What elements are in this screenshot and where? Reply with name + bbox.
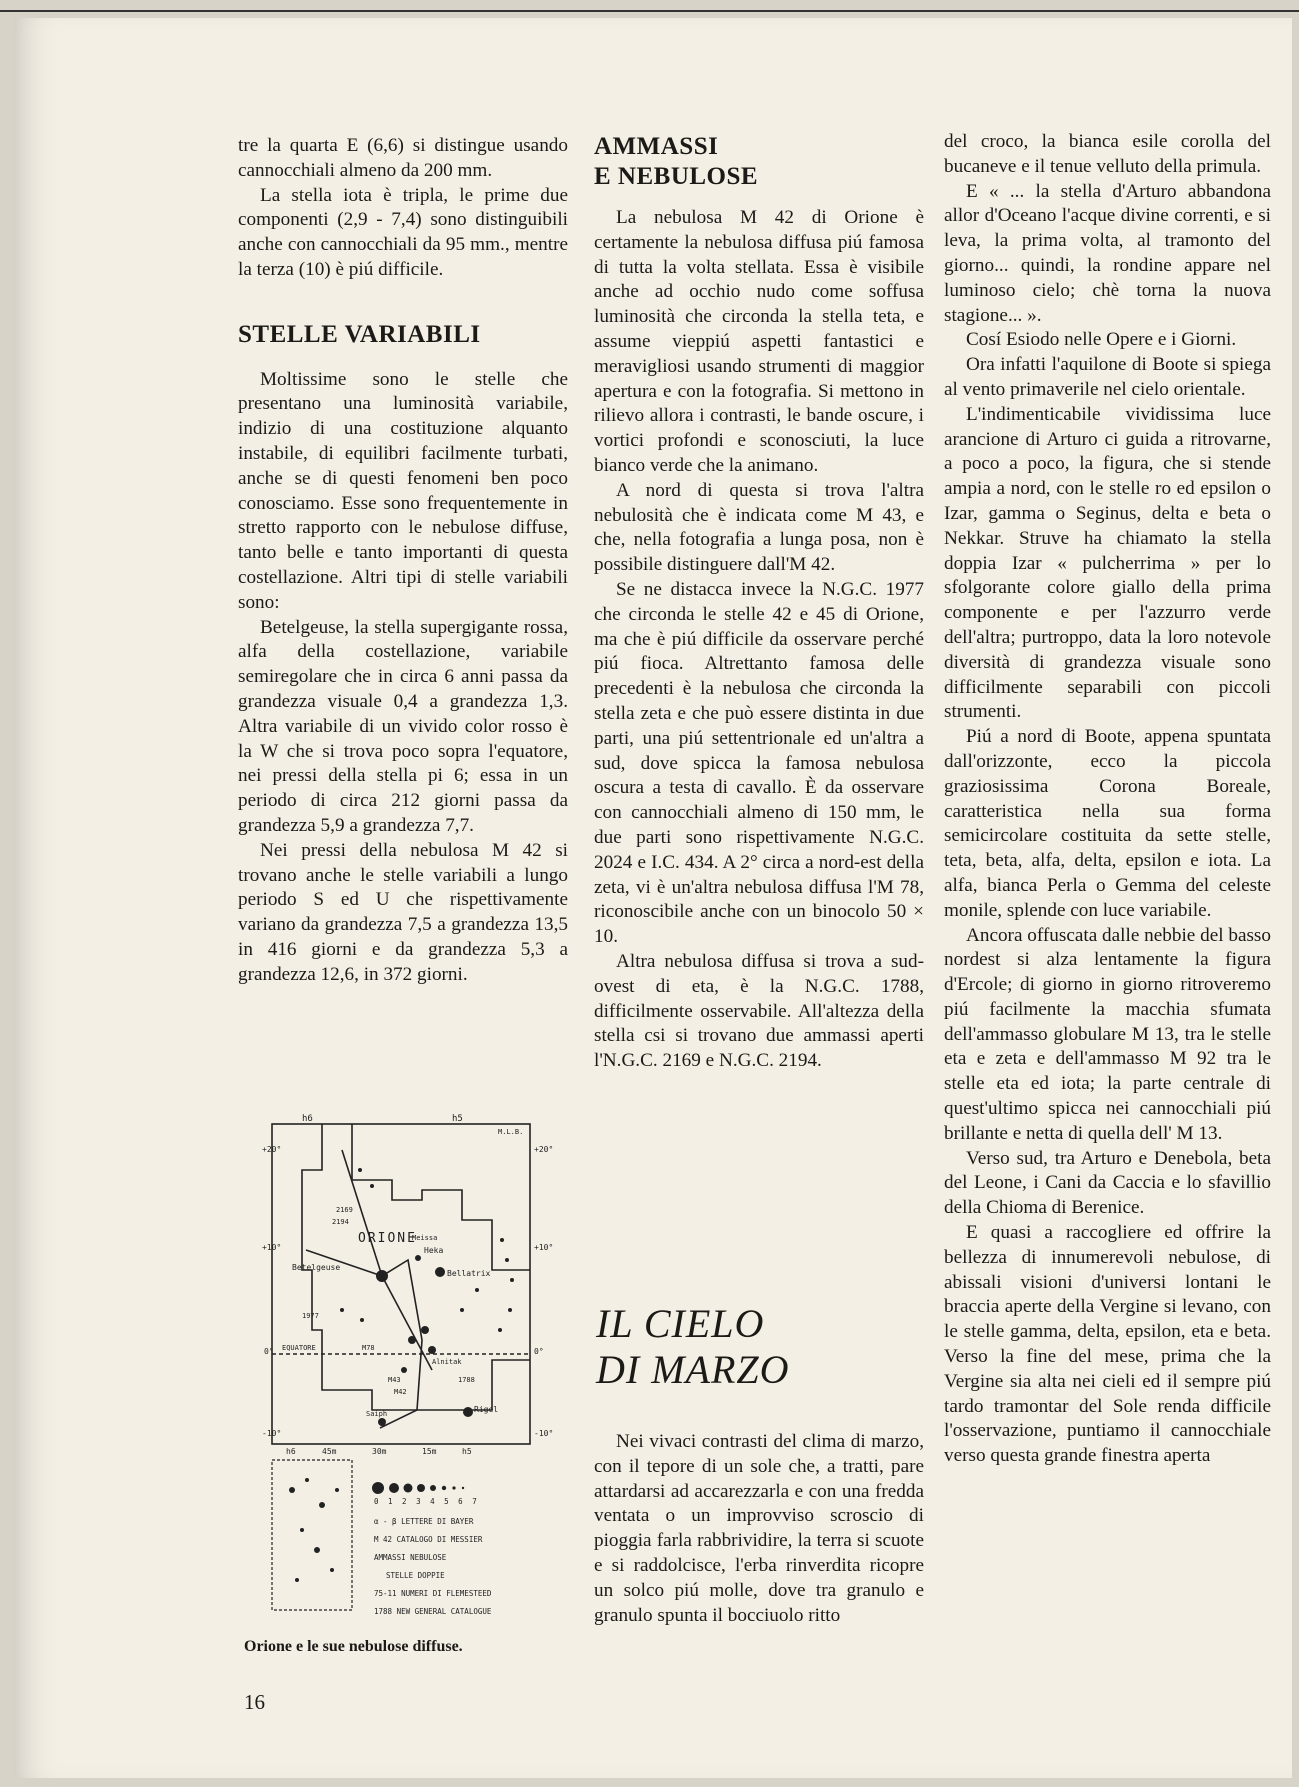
map-bottom-label-30m: 30m — [372, 1447, 387, 1456]
legend-flemesteed: 75-11 NUMERI DI FLEMESTEED — [374, 1589, 492, 1598]
map-bottom-label-h6: h6 — [286, 1447, 296, 1456]
map-number-m43: M43 — [388, 1376, 401, 1384]
section-heading-stelle-variabili: STELLE VARIABILI — [238, 320, 481, 348]
map-star-bellatrix: Bellatrix — [447, 1269, 491, 1278]
map-star-betelgeuse: Betelgeuse — [292, 1263, 341, 1272]
map-dec-left-20: +20° — [262, 1145, 282, 1154]
col3-paragraph-8: Verso sud, tra Arturo e Denebola, beta del Leone, i Cani da Caccia e lo sfavillio della Chioma di Berenice. — [944, 1147, 1271, 1219]
col2-paragraph-4: Altra nebulosa diffusa si trova a sud-ovest di eta, è la N.G.C. 1788, difficilmente osservabile. All'altezza della stella csi si trovano due ammassi aperti l'N.G.C. 2169 e N.G.C. 2194. — [594, 950, 924, 1072]
map-dec-left-minus10: -10° — [262, 1429, 282, 1438]
map-star-saiph: Saiph — [366, 1410, 388, 1418]
map-number-m78: M78 — [362, 1344, 375, 1352]
map-top-label-h5: h5 — [452, 1114, 463, 1124]
map-constellation-name: ORIONE — [358, 1231, 417, 1246]
map-top-label-h6: h6 — [302, 1114, 313, 1124]
map-dec-left-10: +10° — [262, 1243, 282, 1252]
map-equator-label: EQUATORE — [282, 1344, 316, 1352]
col2-paragraph-2: A nord di questa si trova l'altra nebulosità che è indicata come M 43, e che, nella fotografia a lunga posa, non è possibile distinguere dall'M 42. — [594, 479, 924, 576]
map-dec-right-minus10: -10° — [534, 1429, 554, 1438]
map-star-rigel: Rigel — [474, 1405, 499, 1414]
col1-paragraph-1: tre la quarta E (6,6) si distingue usando cannocchiali almeno da 200 mm. — [238, 135, 568, 181]
chapter-title-l1: IL CIELO — [596, 1301, 765, 1346]
map-top-label-mlb: M.L.B. — [498, 1128, 524, 1136]
legend-stelle-doppie: STELLE DOPPIE — [386, 1571, 445, 1580]
column-2-bottom — [594, 1430, 924, 1628]
col1-paragraph-4: Betelgeuse, la stella supergigante rossa, alfa della costellazione, variabile semiregolare che in circa 6 anni passa da grandezza visuale 0,4 a grandezza 1,3. Altra variabile di un vivido color rosso è la W che si trova poco sopra l'equatore, nei pressi della stella pi 6; essa in un periodo di circa 212 giorni passa da grandezza 5,9 a grandezza 7,7. — [238, 616, 568, 836]
map-number-1788: 1788 — [458, 1376, 475, 1384]
col2-paragraph-5: Nei vivaci contrasti del clima di marzo, con il tepore di un sole che, a tratti, pare attardarsi ad accarezzarla e con una fredda ventata o un improvviso scroscio di pioggia farla rabbrividire, la terra si scuote e si raddolcisce, l'erba rinverdita ricopre un solco piú molle, dove tra granulo e granulo spunta il bocciuolo ritto — [594, 1431, 924, 1626]
page-top-edge — [0, 10, 1299, 12]
map-number-2194: 2194 — [332, 1218, 349, 1226]
column-1 — [238, 134, 568, 988]
map-dec-right-0: 0° — [534, 1347, 544, 1356]
map-dec-right-20: +20° — [534, 1145, 554, 1154]
col3-paragraph-3: Cosí Esiodo nelle Opere e i Giorni. — [966, 329, 1237, 351]
col1-paragraph-2: La stella iota è tripla, le prime due componenti (2,9 - 7,4) sono distinguibili anche con cannocchiali da 95 mm., mentre la terza (10) è piú difficile. — [238, 184, 568, 280]
section-heading-ammassi-l2: E NEBULOSE — [594, 163, 759, 190]
chapter-title-l2: DI MARZO — [596, 1347, 790, 1392]
figure-caption: Orione e le sue nebulose diffuse. — [244, 1638, 463, 1655]
map-number-m42: M42 — [394, 1388, 407, 1396]
col3-paragraph-5: L'indimenticabile vividissima luce arancione di Arturo ci guida a ritrovarne, a poco a poco, la figura, che si stende ampia a nord, con le stelle ro ed epsilon o Izar, gamma o Seginus, delta e beta o Nekkar. Struve ha chiamato la stella doppia Izar « pulcherrima » per lo sfolgorante colore giallo della prima componente e per l'azzurro verde dell'altra; purtroppo, data la loro notevole diversità di grandezza visuale sono difficilmente separabili con piccoli strumenti. — [944, 403, 1271, 723]
col3-paragraph-6: Piú a nord di Boote, appena spuntata dall'orizzonte, ecco la piccola graziosissima Corona Boreale, caratteristica nella sua forma semicircolare costituita da sette stelle, teta, beta, alfa, delta, epsilon e iota. La alfa, bianca Perla o Gemma del celeste monile, splende con luce variabile. — [944, 726, 1271, 921]
column-2 — [594, 132, 924, 1074]
legend-magnitude-scale: 0 1 2 3 4 5 6 7 — [374, 1497, 480, 1506]
col2-paragraph-1: La nebulosa M 42 di Orione è certamente la nebulosa diffusa piú famosa di tutta la volta stellata. Essa è visibile anche ad occhio nudo come soffusa luminosità che circonda la stella teta, e assume vieppiú aspetti fantastici e meravigliosi usando strumenti di maggior apertura e con la fotografia. Si mettono in rilievo allora i contrasti, le bande oscure, i vortici profondi e sconosciuti, la luce bianco verde che la animano. — [594, 207, 924, 476]
legend-ngc: 1788 NEW GENERAL CATALOGUE — [374, 1607, 492, 1616]
map-star-alnitak: Alnitak — [432, 1358, 462, 1366]
legend-bayer: α - β LETTERE DI BAYER — [374, 1517, 474, 1526]
col3-paragraph-7: Ancora offuscata dalle nebbie del basso nordest si alza lentamente la figura d'Ercole; di giorno in giorno ritroveremo piú facilmente la macchia sfumata dell'ammasso globulare M 13, tra le stelle eta e zeta e dell'ammasso M 92 tra le stelle eta ed iota; la parte centrale di quest'ultimo spicca nei cannocchiali piú brillante e netta di quella dell' M 13. — [944, 924, 1271, 1144]
legend-messier: M 42 CATALOGO DI MESSIER — [374, 1535, 483, 1544]
map-dec-left-0: 0° — [264, 1347, 274, 1356]
map-star-heka: Heka — [424, 1246, 444, 1255]
column-3 — [944, 130, 1271, 1469]
map-bottom-label-15m: 15m — [422, 1447, 437, 1456]
section-heading-ammassi-l1: AMMASSI — [594, 133, 719, 160]
col1-paragraph-5: Nei pressi della nebulosa M 42 si trovano anche le stelle variabili a lungo periodo S ed U che rispettivamente variano da grandezza 7,5 a grandezza 13,5 in 416 giorni e da grandezza 5,3 a grandezza 12,6, in 372 giorni. — [238, 839, 568, 985]
col3-paragraph-4: Ora infatti l'aquilone di Boote si spiega al vento primaverile nel cielo orientale. — [944, 354, 1271, 400]
orion-star-map — [262, 1110, 554, 1620]
map-number-1977: 1977 — [302, 1312, 319, 1320]
col3-paragraph-9: E quasi a raccogliere ed offrire la bellezza di innumerevoli nebulose, di abissali visioni d'universi lontani le braccia aperte della Vergine si levano, con le stelle gamma, delta, epsilon, eta e beta. Verso la fine del mese, prima che la Vergine sia alta nei cieli ed il sempre piú tardo tramontar del Sole renda difficile l'osservazione, puntiamo il cannocchiale verso questa grande finestra aperta — [944, 1222, 1271, 1467]
map-bottom-label-h5: h5 — [462, 1447, 472, 1456]
col3-paragraph-2: E « ... la stella d'Arturo abbandona allor d'Oceano l'acque divine correnti, e si leva, la prima volta, al tramonto del giorno... quindi, la rondine appare nel luminoso cielo; chè torna la nuova stagione... ». — [944, 180, 1271, 326]
page-number: 16 — [244, 1690, 265, 1714]
col1-paragraph-3: Moltissime sono le stelle che presentano una luminosità variabile, indizio di una costituzione alquanto instabile, di equilibri facilmente turbati, anche se di questi fenomeni ben poco conosciamo. Esse sono frequentemente in stretto rapporto con le nebulose diffuse, tanto belle e tanto importanti di questa costellazione. Altri tipi di stelle variabili sono: — [238, 368, 568, 613]
col2-paragraph-3: Se ne distacca invece la N.G.C. 1977 che circonda le stelle 42 e 45 di Orione, ma che è piú difficile da osservare perché piú fioca. Altrettanto famosa delle precedenti è la nebulosa che circonda la stella zeta e che può essere distinta in due parti, una piú settentrionale ed un'altra a sud, dove spicca la famosa nebulosa oscura a testa di cavallo. È da osservare con cannocchiali almeno di 150 mm, le due parti sono rispettivamente N.G.C. 2024 e I.C. 434. A 2° circa a nord-est della zeta, vi è un'altra nebulosa diffusa l'M 78, riconoscibile anche con un binocolo 50 × 10. — [594, 578, 924, 948]
map-star-meissa: Meissa — [412, 1234, 438, 1242]
legend-ammassi-nebulose: AMMASSI NEBULOSE — [374, 1553, 447, 1562]
col3-paragraph-1: del croco, la bianca esile corolla del bucaneve e il tenue velluto della primula. — [944, 131, 1271, 177]
map-number-2169: 2169 — [336, 1206, 353, 1214]
map-bottom-label-45m: 45m — [322, 1447, 337, 1456]
map-dec-right-10: +10° — [534, 1243, 554, 1252]
